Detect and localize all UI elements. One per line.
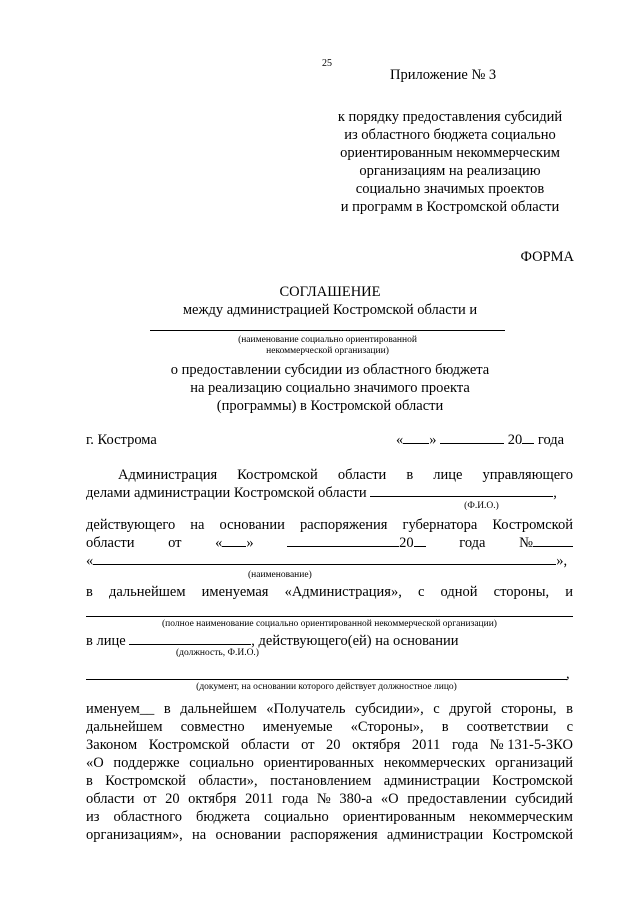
paragraph-line xyxy=(86,718,573,736)
word: субсидий xyxy=(515,791,573,807)
appendix-line: ориентированным некоммерческим xyxy=(340,145,560,161)
word: от xyxy=(168,535,182,551)
word: губернатора xyxy=(402,517,478,533)
word: дальнейшем xyxy=(180,701,257,717)
paragraph-line xyxy=(86,772,573,790)
org-full-line xyxy=(86,616,573,617)
appendix-line: из областного бюджета социально xyxy=(344,127,556,143)
body-line-2 xyxy=(86,484,557,502)
word: на xyxy=(190,517,205,533)
word: областного xyxy=(113,809,183,825)
word: в xyxy=(86,773,93,789)
year-word: года xyxy=(537,432,565,448)
word: поддержке xyxy=(113,755,180,771)
word: одной xyxy=(440,584,478,600)
word: дальнейшем xyxy=(86,719,163,735)
word: основании xyxy=(219,517,285,533)
hint-document: (документ, на основании которого действует должностное лицо) xyxy=(196,682,457,692)
word: ориентированным xyxy=(342,809,456,825)
year-blank xyxy=(414,534,426,547)
word: с xyxy=(566,719,573,735)
word: Законом xyxy=(86,737,138,753)
body-line-5 xyxy=(86,552,567,570)
word: распоряжения xyxy=(299,517,388,533)
word: постановлением xyxy=(270,773,372,789)
word: ориентированных xyxy=(263,755,375,771)
agreement-title: СОГЛАШЕНИЕ xyxy=(279,284,381,300)
appendix-title: Приложение № 3 xyxy=(390,67,497,83)
org-hint: (наименование социально ориентированной xyxy=(238,335,417,345)
word: администрации xyxy=(386,827,484,843)
paragraph-line xyxy=(86,700,573,718)
word: Костромской xyxy=(237,467,318,483)
word: Администрация xyxy=(118,467,218,483)
word: предоставлении xyxy=(407,791,507,807)
word: «Стороны», xyxy=(350,719,424,735)
word: некоммерческим xyxy=(469,809,573,825)
appendix-line: и программ в Костромской области xyxy=(340,199,560,215)
year: 20 xyxy=(399,535,414,551)
month-blank xyxy=(440,431,504,444)
word: социально xyxy=(189,755,254,771)
word: Костромской xyxy=(105,773,186,789)
word: Костромской xyxy=(148,737,230,753)
word: администрации xyxy=(383,773,480,789)
hint-position: (должность, Ф.И.О.) xyxy=(176,648,259,658)
word: некоммерческих xyxy=(383,755,486,771)
paragraph-line xyxy=(86,790,573,808)
word: управляющего xyxy=(482,467,573,483)
comma: , xyxy=(553,485,557,501)
word: и xyxy=(565,584,573,600)
word: на xyxy=(192,827,207,843)
word: бюджета xyxy=(196,809,251,825)
month-blank xyxy=(287,534,399,547)
word: «Получатель xyxy=(266,701,346,717)
fio-blank xyxy=(370,484,553,497)
document-line xyxy=(86,679,567,680)
day-blank xyxy=(222,534,246,547)
date-open-quote: « xyxy=(396,432,404,448)
word: от xyxy=(143,791,157,807)
word: года xyxy=(451,737,479,753)
word: соответствии xyxy=(466,719,549,735)
word: Костромской xyxy=(492,827,573,843)
agreement-subtitle: между администрацией Костромской области и xyxy=(182,302,478,318)
word: в xyxy=(163,701,171,717)
date-close-quote: » xyxy=(429,432,437,448)
word: именуем__ xyxy=(86,701,155,717)
word: области», xyxy=(198,773,258,789)
word: с xyxy=(417,584,425,600)
word: года xyxy=(282,791,309,807)
number-blank xyxy=(533,534,573,547)
comma: , xyxy=(566,666,570,682)
word: в xyxy=(441,719,449,735)
body-line-6 xyxy=(86,583,573,601)
body-line-3 xyxy=(86,516,573,534)
word: 380-а xyxy=(339,791,373,807)
word: в лице xyxy=(86,633,126,649)
agreement-purpose: (программы) в Костромской области xyxy=(216,398,444,414)
word: «Администрация», xyxy=(284,584,402,600)
word: дальнейшем xyxy=(108,584,186,600)
word: Костромской xyxy=(492,773,573,789)
word: стороны, xyxy=(493,584,550,600)
year-blank xyxy=(522,431,534,444)
word: субсидии», xyxy=(355,701,424,717)
text: , действующего(ей) на основании xyxy=(251,633,459,649)
quote: « xyxy=(215,535,223,551)
word: области xyxy=(86,791,135,807)
decree-number xyxy=(519,534,573,552)
form-label: ФОРМА xyxy=(520,249,574,265)
org-hint: некоммерческой организации) xyxy=(266,346,389,356)
word: № 131-5-ЗКО xyxy=(489,737,573,753)
word: «О xyxy=(380,791,399,807)
word: октября xyxy=(352,737,401,753)
word: в xyxy=(566,701,573,717)
hint-org-full: (полное наименование социально ориентированной некоммерческой организации) xyxy=(162,619,497,629)
number-sign: № xyxy=(519,535,533,551)
word: организациям», xyxy=(86,827,183,843)
org-name-line xyxy=(150,330,505,331)
appendix-line: к порядку предоставления субсидий xyxy=(337,109,563,125)
body-line-4 xyxy=(86,534,573,552)
position-blank xyxy=(129,632,251,645)
word: в xyxy=(86,584,93,600)
agreement-purpose: на реализацию социально значимого проекта xyxy=(190,380,470,396)
appendix-line: социально значимых проектов xyxy=(355,181,545,197)
word: Костромской xyxy=(492,517,573,533)
paragraph-line xyxy=(86,808,573,826)
decree-date xyxy=(287,534,426,552)
paragraph-line xyxy=(86,826,573,844)
hint-name: (наименование) xyxy=(248,570,312,580)
body-line-1 xyxy=(118,466,573,484)
word: социально xyxy=(264,809,329,825)
word: совместно xyxy=(180,719,245,735)
word: основании xyxy=(215,827,281,843)
line2-text: делами администрации Костромской области xyxy=(86,485,367,501)
word: именуемая xyxy=(201,584,269,600)
date-line xyxy=(396,431,564,449)
word: от xyxy=(301,737,315,753)
word: области xyxy=(86,535,135,551)
paragraph-line xyxy=(86,736,573,754)
paragraph-line xyxy=(86,754,573,772)
word: распоряжения xyxy=(290,827,378,843)
page-number: 25 xyxy=(322,58,332,69)
quote: » xyxy=(246,535,254,551)
body-line-7 xyxy=(86,632,459,650)
day-blank xyxy=(403,431,429,444)
word: области xyxy=(241,737,290,753)
word: из xyxy=(86,809,100,825)
city: г. Кострома xyxy=(86,432,157,448)
agreement-purpose: о предоставлении субсидии из областного бюджета xyxy=(170,362,490,378)
word: в xyxy=(406,467,414,483)
word: организаций xyxy=(495,755,573,771)
word: № xyxy=(316,791,331,807)
word: другой xyxy=(449,701,492,717)
word: года xyxy=(459,535,486,551)
word: 20 xyxy=(326,737,341,753)
decree-day xyxy=(215,534,254,552)
word: стороны, xyxy=(501,701,557,717)
word: области xyxy=(337,467,387,483)
hint-fio: (Ф.И.О.) xyxy=(464,501,499,511)
word: 20 xyxy=(165,791,180,807)
word: действующего xyxy=(86,517,176,533)
quote: « xyxy=(86,553,94,569)
word: «О xyxy=(86,755,104,771)
word: с xyxy=(433,701,440,717)
word: именуемые xyxy=(262,719,333,735)
name-blank xyxy=(93,552,556,565)
word: 2011 xyxy=(244,791,274,807)
word: 2011 xyxy=(411,737,441,753)
word: лице xyxy=(433,467,463,483)
appendix-line: организациям на реализацию xyxy=(359,163,541,179)
quote: », xyxy=(556,553,568,569)
word: октября xyxy=(188,791,237,807)
year-prefix: 20 xyxy=(507,432,523,448)
